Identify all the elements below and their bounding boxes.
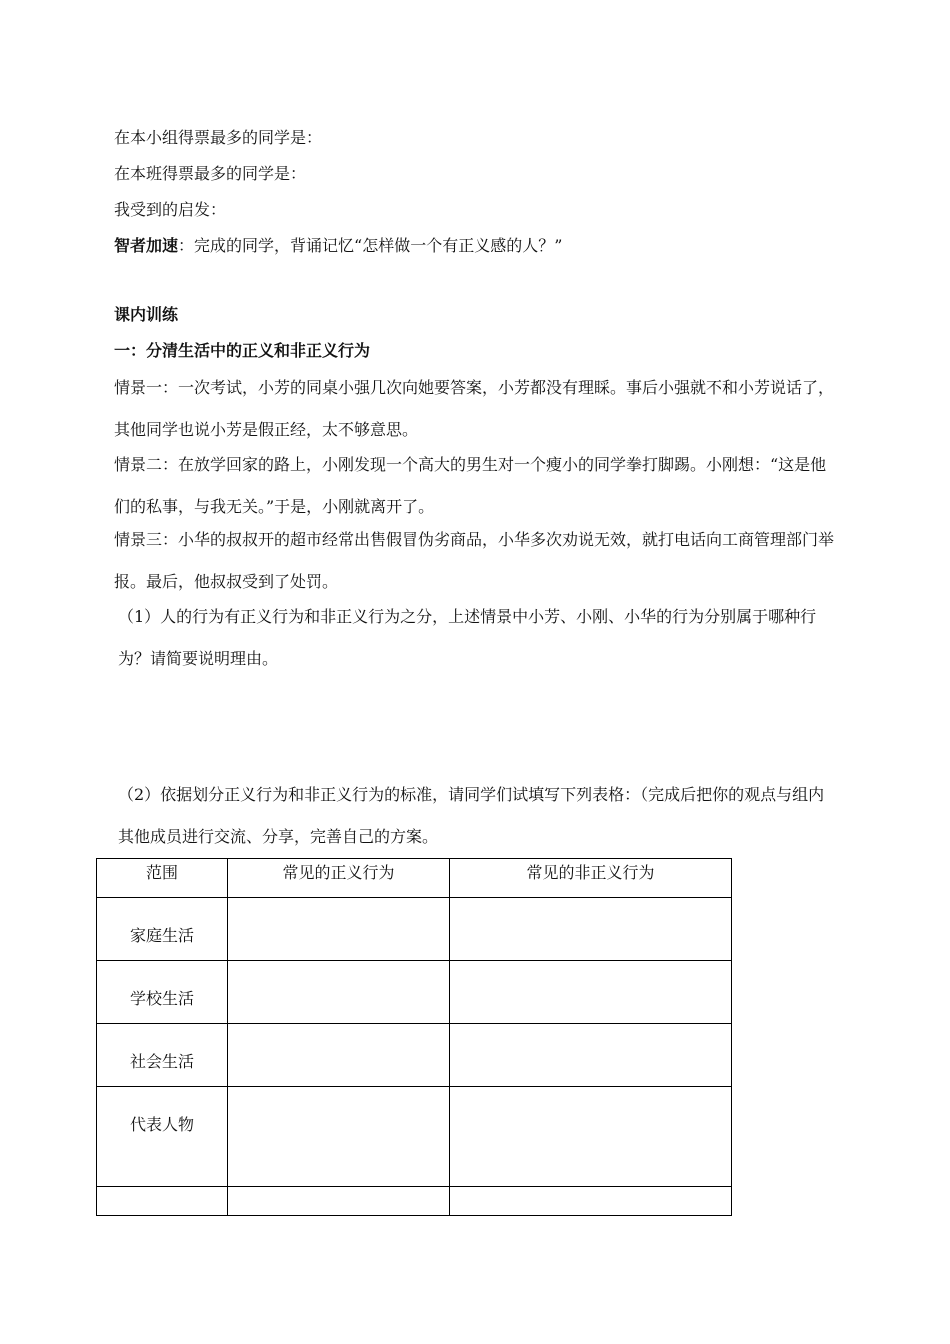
table-row — [97, 1187, 732, 1216]
row-label-school: 学校生活 — [97, 961, 228, 1024]
table-row — [97, 1087, 732, 1187]
scenario-2: 情景二：在放学回家的路上，小刚发现一个高大的男生对一个瘦小的同学拳打脚踢。小刚想：“这是他们的私事，与我无关。”于是，小刚就离开了。 — [114, 455, 827, 516]
question-1: （1）人的行为有正义行为和非正义行为之分，上述情景中小芳、小刚、小华的行为分别属于哪种行为？请简要说明理由。 — [118, 607, 817, 668]
table-row — [97, 898, 732, 961]
cell-unjust-family[interactable] — [450, 898, 732, 961]
header-just-behavior: 常见的正义行为 — [228, 859, 450, 898]
row-label-society: 社会生活 — [97, 1024, 228, 1087]
cell-just-empty[interactable] — [228, 1187, 450, 1216]
cell-just-family[interactable] — [228, 898, 450, 961]
table-row — [97, 961, 732, 1024]
header-unjust-behavior: 常见的非正义行为 — [450, 859, 732, 898]
cell-unjust-school[interactable] — [450, 961, 732, 1024]
inspiration-line: 我受到的启发： — [114, 200, 227, 219]
cell-just-society[interactable] — [228, 1024, 450, 1087]
cell-unjust-representative[interactable] — [450, 1087, 732, 1187]
row-label-family: 家庭生活 — [97, 898, 228, 961]
table-header-row — [97, 859, 732, 898]
scenario-3: 情景三：小华的叔叔开的超市经常出售假冒伪劣商品，小华多次劝说无效，就打电话向工商管理部门举报。最后，他叔叔受到了处罚。 — [114, 530, 835, 591]
bonus-line — [114, 236, 562, 256]
header-scope: 范围 — [97, 859, 228, 898]
row-label-empty — [97, 1187, 228, 1216]
bonus-label: 智者加速 — [114, 236, 179, 255]
cell-just-school[interactable] — [228, 961, 450, 1024]
row-label-representative: 代表人物 — [97, 1087, 228, 1187]
table-row — [97, 1024, 732, 1087]
section-subtitle: 一：分清生活中的正义和非正义行为 — [114, 341, 371, 360]
class-most-votes-line: 在本班得票最多的同学是： — [114, 164, 307, 183]
question-2: （2）依据划分正义行为和非正义行为的标准，请同学们试填写下列表格：（完成后把你的观点与组内其他成员进行交流、分享，完善自己的方案。 — [118, 785, 825, 846]
cell-just-representative[interactable] — [228, 1087, 450, 1187]
scenario-1: 情景一：一次考试，小芳的同桌小强几次向她要答案，小芳都没有理睬。事后小强就不和小芳说话了，其他同学也说小芳是假正经，太不够意思。 — [114, 378, 835, 439]
behavior-table — [96, 858, 732, 1216]
group-most-votes-line: 在本小组得票最多的同学是： — [114, 128, 323, 147]
cell-unjust-empty[interactable] — [450, 1187, 732, 1216]
bonus-text: ：完成的同学，背诵记忆“怎样做一个有正义感的人？” — [178, 236, 563, 255]
section-title: 课内训练 — [114, 305, 179, 324]
cell-unjust-society[interactable] — [450, 1024, 732, 1087]
